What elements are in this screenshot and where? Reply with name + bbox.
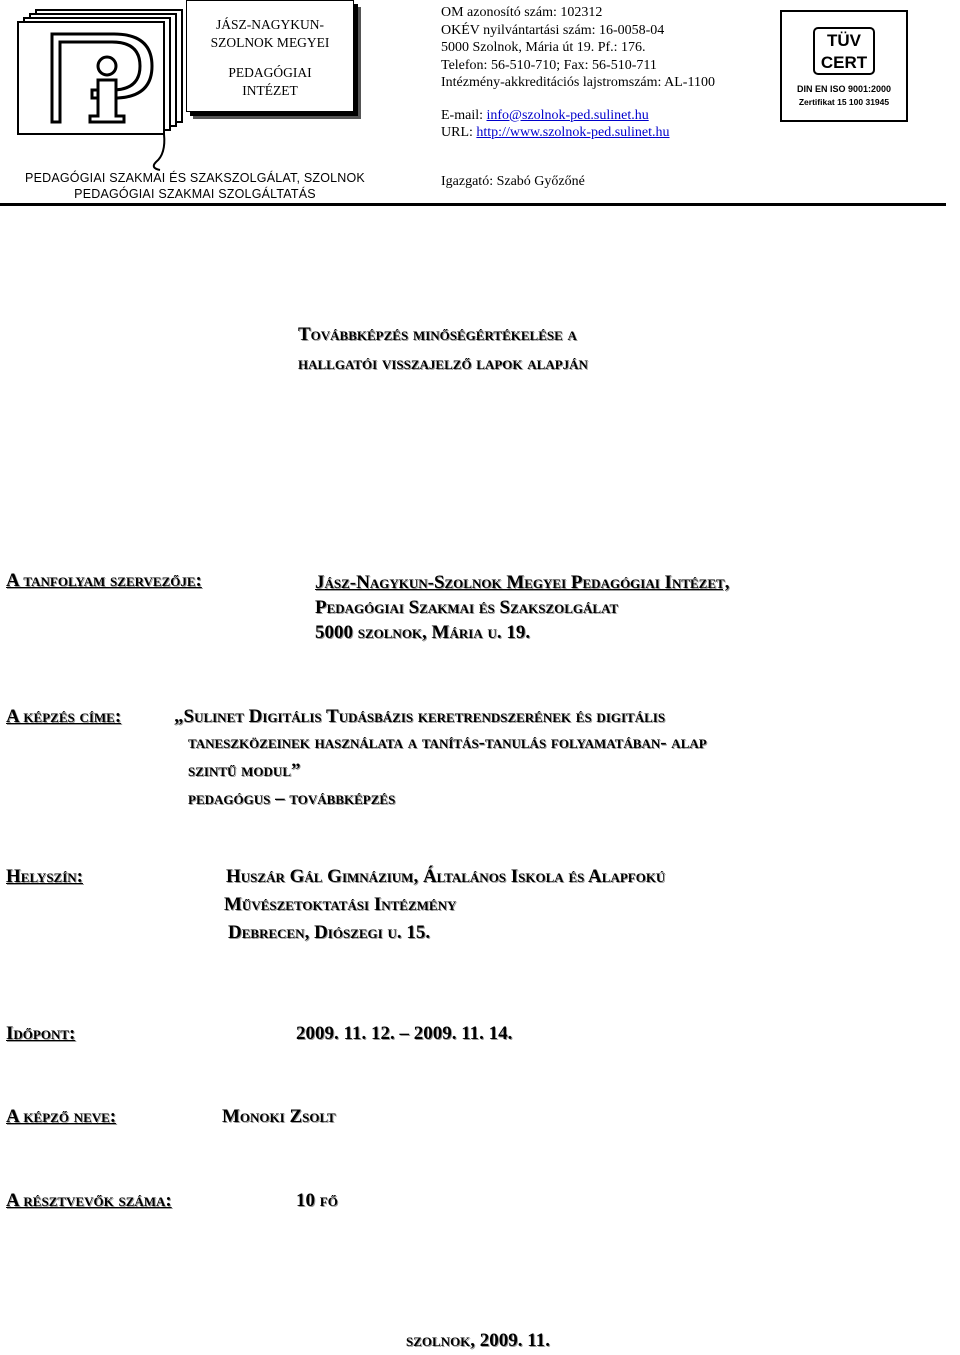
institution-line-4: INTÉZET — [242, 83, 298, 98]
institution-box — [186, 0, 362, 118]
service-line-2: PEDAGÓGIAI SZAKMAI SZOLGÁLTATÁS — [74, 187, 316, 201]
organizer-label: A tanfolyam szervezője: — [6, 570, 202, 591]
institute-logo — [14, 4, 184, 124]
organizer-line-3: 5000 szolnok, Mária u. 19. — [315, 622, 531, 643]
title-line-1: Továbbképzés minőségértékelése a — [298, 324, 577, 345]
document-title — [298, 320, 588, 378]
institution-line-1: JÁSZ-NAGYKUN- — [216, 17, 324, 32]
url-row — [441, 124, 715, 142]
email-link[interactable]: info@szolnok-ped.sulinet.hu — [486, 107, 649, 123]
date-label: Időpont: — [6, 1023, 76, 1044]
location-line-2: Művészetoktatási Intézmény — [224, 894, 457, 915]
course-line-3: szintű modul” — [188, 760, 301, 781]
title-line-2: hallgatói visszajelző lapok alapján — [298, 353, 588, 374]
accreditation-number: Intézmény-akkreditációs lajstromszám: AL-1100 — [441, 75, 715, 90]
participants-label: A résztvevők száma: — [6, 1190, 172, 1211]
header-divider — [0, 203, 946, 206]
okev-number: OKÉV nyilvántartási szám: 16-0058-04 — [441, 22, 665, 38]
course-line-4: pedagógus – továbbképzés — [188, 788, 396, 809]
cert-text: CERT — [820, 53, 868, 72]
iso-text: DIN EN ISO 9001:2000 — [796, 84, 892, 94]
tuv-text: TÜV — [827, 31, 861, 50]
url-label: URL: — [441, 125, 473, 140]
director-name: Igazgató: Szabó Győzőné — [441, 174, 585, 189]
location-line-1: Huszár Gál Gimnázium, Általános Iskola és Alapfokú — [226, 866, 666, 887]
footer-place-date: szolnok, 2009. 11. — [406, 1330, 550, 1351]
organizer-line-2: Pedagógiai Szakmai és Szakszolgálat — [315, 597, 619, 618]
url-link[interactable]: http://www.szolnok-ped.sulinet.hu — [476, 125, 670, 140]
contact-block — [441, 4, 715, 142]
institution-line-2: SZOLNOK MEGYEI — [210, 35, 330, 50]
trainer-value: Monoki Zsolt — [222, 1106, 336, 1127]
email-row — [441, 107, 715, 125]
course-label: A képzés címe: — [6, 706, 122, 727]
trainer-label: A képző neve: — [6, 1106, 117, 1127]
date-value: 2009. 11. 12. – 2009. 11. 14. — [296, 1023, 513, 1044]
participants-value: 10 fő — [296, 1190, 338, 1211]
location-label: Helyszín: — [6, 866, 83, 887]
service-caption — [4, 170, 386, 202]
postal-address: 5000 Szolnok, Mária út 19. Pf.: 176. — [441, 40, 646, 55]
tuv-cert-logo — [780, 10, 908, 122]
email-label: E-mail: — [441, 107, 483, 123]
service-line-1: PEDAGÓGIAI SZAKMAI ÉS SZAKSZOLGÁLAT, SZOLNOK — [25, 171, 365, 185]
course-line-1: „Sulinet Digitális Tudásbázis keretrendszerének és digitális — [174, 706, 666, 727]
certificate-number: Zertifikat 15 100 31945 — [798, 97, 890, 107]
om-number: OM azonosító szám: 102312 — [441, 5, 603, 20]
phone-fax: Telefon: 56-510-710; Fax: 56-510-711 — [441, 57, 657, 73]
institution-line-3: PEDAGÓGIAI — [228, 65, 312, 80]
organizer-value — [315, 570, 729, 645]
organizer-line-1: Jász-Nagykun-Szolnok Megyei Pedagógiai Intézet, — [315, 572, 730, 593]
course-line-2: taneszközeinek használata a tanítás-tanulás folyamatában- alap — [188, 732, 707, 753]
location-line-3: Debrecen, Diószegi u. 15. — [228, 922, 431, 943]
